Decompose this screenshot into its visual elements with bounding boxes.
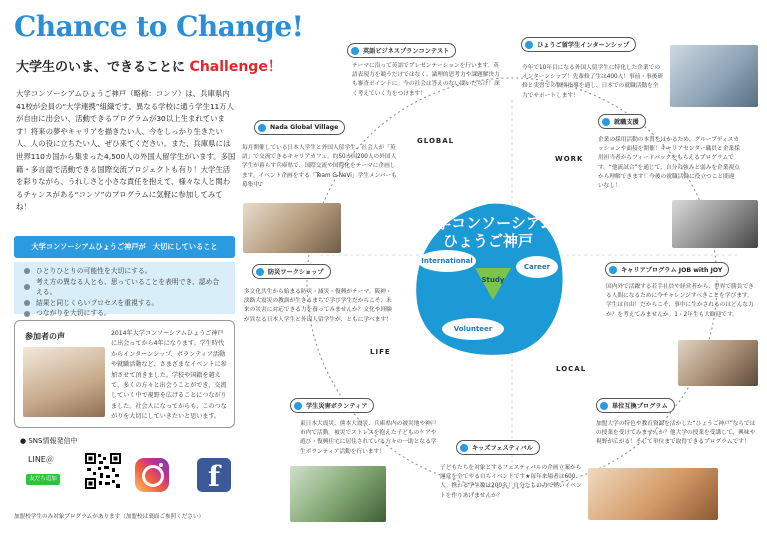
study-triangle bbox=[473, 266, 513, 302]
program-title: ひょうご留学生インターンシップ bbox=[537, 42, 630, 49]
bullet-icon bbox=[24, 284, 30, 290]
program-pill-disaster-workshop[interactable] bbox=[252, 264, 331, 279]
line-label: LINE＠ bbox=[28, 455, 54, 464]
axis-local: LOCAL bbox=[556, 365, 587, 373]
program-desc: 東日本大震災、熊本大震災、兵庫県内の被災地や神戸市内で活動。被災でストレスを抱えた子どものケアや遊び・復興住宅に居住されている方々の一助となる学生ボランティア活動を行います！ bbox=[300, 421, 437, 455]
program-desc: 子どもたちを対象とするフェスティバルの企画立案から運営を全てやる自らイベントです★毎年来場者は600人。携わる学生数は200名！自分たちの力で熱いイベントを作りあげませんか？ bbox=[440, 465, 582, 499]
footnote: 加盟校学生のみ対象プログラムがあります（加盟校は裏面ご参照ください） bbox=[14, 514, 205, 520]
value-item bbox=[24, 266, 225, 277]
label-international: International bbox=[418, 250, 476, 272]
bullet-icon bbox=[24, 311, 30, 317]
photo-volunteer bbox=[290, 466, 386, 522]
subtitle-accent: Challenge！ bbox=[189, 59, 282, 75]
voice-text: 2014年大学コンソーシアムひょうご神戸に出会ってから4年になります。学生時代からインターンシップ、ボランティア活動や就職活動など、さまざまなイベントに参加させて頂きました。学校や国籍を越えて、多くの方々と出会うことができ、交流していく中で視野を広げることにつながりました。社会人になってからも、このつながりを大切にしていきたいと思います。 bbox=[111, 330, 227, 421]
program-pill-kids-festival[interactable] bbox=[456, 440, 540, 455]
center-title bbox=[418, 214, 558, 250]
center-title-line1: 大学コンソーシアム bbox=[421, 214, 555, 232]
program-pill-job-support[interactable] bbox=[598, 114, 646, 129]
program-desc: テーマに沿って英語でプレゼンテーションを行います。英語表現力を競うだけではなく、論理的思考力や課題解決力も審査ポイントに。今の社会は答えのない問いだらけ！深く考えていく力をつけます！ bbox=[352, 63, 500, 97]
values-banner: 大学コンソーシアムひょうご神戸が 大切にしていること bbox=[14, 236, 235, 258]
program-desc: 国内外で活躍する若手社員や経営者から、世界で勝負できる人間になるために今チャレンジすべきことを学びます。学生は自由！だからこそ、事中に生かされるのはどんな力か？を考えてみませんか。1・2年生も大歓迎です。 bbox=[606, 284, 754, 318]
circle-icon bbox=[609, 266, 617, 274]
voice-title: 参加者の声 bbox=[25, 332, 65, 341]
sns-links bbox=[14, 448, 235, 508]
program-pill-internship[interactable] bbox=[521, 37, 636, 52]
label-volunteer: Volunteer bbox=[442, 318, 504, 340]
value-item bbox=[24, 277, 225, 298]
program-pill-disaster-volunteer[interactable] bbox=[290, 398, 374, 413]
values-list bbox=[14, 262, 235, 318]
program-title: 単位互換プログラム bbox=[612, 403, 668, 410]
program-title: 防災ワークショップ bbox=[268, 269, 324, 276]
bullet-icon bbox=[24, 268, 30, 274]
page-title: Chance to Change! bbox=[14, 10, 304, 43]
program-pill-credit-exchange[interactable] bbox=[596, 398, 675, 413]
program-desc: 企業の採用活動の本質をはかるため、グループディスカッションや面接を開催！キャリアセンター職員と企業採用担当者からフィードバックをもらえるプログラムです。“他流試合”を通じて、自分の強みと弱みを企業視点から理解できます！今後の就職活動に役立つこと間違いなし！ bbox=[598, 137, 740, 190]
label-study: Study bbox=[481, 276, 505, 284]
label-career: Career bbox=[516, 256, 558, 278]
sns-label-text: SNS情報発信中 bbox=[28, 437, 78, 445]
sns-label: ● SNS情報発信中 bbox=[20, 437, 78, 445]
program-desc: 今年で10年目になる外国人留学生に特化した企業でのインターンシップ！先輩修了生は400人！事前・事後研修と実習での個別指導を通し、日本での就職活動を全力でサポートします！ bbox=[522, 65, 664, 99]
photo-nada bbox=[243, 203, 341, 253]
instagram-icon[interactable] bbox=[135, 458, 169, 492]
program-desc: 加盟大学の特色や教育資源を活かした“ひょうご神戸”ならではの授業を受けてみませんか？他大学の授業を受講して、興味や視野が広がる！そして単位まで取得できるプログラムです！ bbox=[596, 421, 756, 446]
circle-icon bbox=[525, 41, 533, 49]
intro-paragraph: 大学コンソーシアムひょうご神戸（略称：コンソ）は、兵庫県内41校が会員の“大学連携”組織です。異なる学校に通う学生11万人が自由に出会い、活動できるプログラムが30以上生まれています！将来の夢やキャリアを描きたい人、今をしっかり生きたい人、人の役に立ちたい人、ぜひ来てください。また、兵庫県には世界110カ国から集まった4,500人の外国人留学生がいます。多国籍・多言語で活動できる国際交流プロジェクトも有り！大学生活を彩りながら、うれしさと小さな責任を抱えて、様々な人と関わるチャンスがある“コンソ”のプログラムに気軽に参加してみてね！ bbox=[16, 89, 236, 212]
bullet-icon bbox=[24, 300, 30, 306]
value-item bbox=[24, 298, 225, 309]
subtitle-text: 大学生のいま、できることに bbox=[16, 60, 186, 75]
circle-icon bbox=[602, 118, 610, 126]
value-item bbox=[24, 308, 225, 319]
circle-icon bbox=[294, 402, 302, 410]
photo-credit-exchange bbox=[588, 468, 718, 520]
program-title: キッズフェスティバル bbox=[472, 445, 533, 452]
program-pill-nada-global-village[interactable] bbox=[254, 120, 345, 135]
circle-icon bbox=[258, 124, 266, 132]
program-title: 英語ビジネスプランコンテスト bbox=[363, 48, 450, 55]
program-desc: 多文化共生から始まる防災・減災・復興がテーマ。阪神・淡路大震災の教訓が生きるまちで学び学生だからこそ、未来の災害に対応できる力を養ってみませんか？文化や経験が異なる日本人学生と外国人留学生が、ともに学べます！ bbox=[244, 289, 392, 323]
axis-life: LIFE bbox=[370, 348, 391, 356]
program-title: 学生災害ボランティア bbox=[306, 403, 368, 410]
circle-icon bbox=[351, 47, 359, 55]
photo-internship bbox=[670, 45, 758, 107]
subtitle bbox=[16, 56, 282, 76]
axis-global: GLOBAL bbox=[417, 137, 455, 145]
circle-icon bbox=[460, 444, 468, 452]
center-title-line2: ひょうご神戸 bbox=[442, 232, 533, 250]
facebook-icon[interactable]: f bbox=[197, 458, 231, 492]
participant-voice-box bbox=[14, 320, 235, 428]
value-text: ひとりひとりの可能性を大切にする。 bbox=[36, 267, 152, 275]
program-desc: 毎月開催している日本人学生と外国人留学生、社会人が「英語」で交流できるキャリアカフェ。約50カ国200人の外国人学生が暮らす兵庫県で、国際交流や国際化をテーマに企画します。イベント企画をする「Team G-NeVi」学生メンバーも募集中♪ bbox=[242, 145, 397, 188]
line-add-friend-button[interactable]: 友だち追加 bbox=[26, 474, 60, 485]
program-title: 就職支援 bbox=[614, 119, 639, 126]
circle-icon bbox=[256, 268, 264, 276]
program-title: キャリアプログラム JOB with JOY bbox=[621, 267, 723, 274]
photo-job-support bbox=[672, 200, 758, 248]
program-pill-job-with-joy[interactable] bbox=[605, 262, 729, 277]
qr-code-icon[interactable] bbox=[84, 452, 122, 490]
value-text: つながりを大切にする。 bbox=[36, 309, 111, 318]
axis-work: WORK bbox=[555, 155, 584, 163]
program-pill-english-contest[interactable] bbox=[347, 43, 456, 58]
photo-job-with-joy bbox=[678, 340, 758, 386]
participants-photo bbox=[23, 347, 105, 417]
value-text: 結果と同じくらいプロセスを重視する。 bbox=[36, 298, 159, 307]
value-text: 考え方の異なる人とも、思っていることを表明でき、認め合える。 bbox=[36, 277, 220, 297]
circle-icon bbox=[600, 402, 608, 410]
program-title: Nada Global Village bbox=[270, 124, 339, 131]
